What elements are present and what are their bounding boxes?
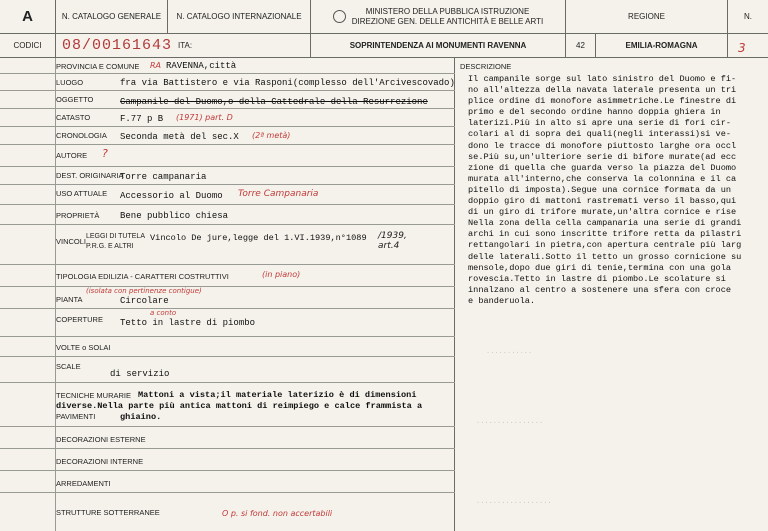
strutture-label: STRUTTURE SOTTERRANEE bbox=[56, 508, 160, 517]
tipologia-label: TIPOLOGIA EDILIZIA - CARATTERI COSTRUTTIVI bbox=[56, 272, 229, 281]
regione-label: REGIONE bbox=[566, 0, 728, 33]
catasto-note: (1971) part. D bbox=[176, 113, 233, 122]
catasto-label: CATASTO bbox=[56, 113, 91, 122]
proprieta-value: Bene pubblico chiesa bbox=[120, 211, 229, 221]
proprieta-label: PROPRIETÀ bbox=[56, 211, 100, 220]
field-catasto bbox=[0, 109, 455, 127]
descrizione-line: di un giro di trifore murate,un'altra cornice e rise bbox=[468, 207, 737, 218]
emblem-icon bbox=[333, 10, 346, 23]
pianta-note: (isolata con pertinenze contigue) bbox=[86, 287, 202, 295]
dest-label: DEST. ORIGINARIA bbox=[56, 171, 124, 180]
cat-internazionale-label: N. CATALOGO INTERNAZIONALE bbox=[168, 0, 311, 33]
field-strutture bbox=[0, 493, 455, 531]
field-proprieta bbox=[0, 205, 455, 225]
field-volte bbox=[0, 337, 455, 357]
label-column-rule bbox=[55, 58, 56, 531]
descrizione-line: archi in cui sono inscritte trifore retta da pilastri bbox=[468, 229, 742, 240]
pavimenti-label: PAVIMENTI bbox=[56, 412, 96, 421]
vincoli-sub1: LEGGI DI TUTELA bbox=[86, 233, 145, 240]
field-tecniche bbox=[0, 383, 455, 427]
scale-value: di servizio bbox=[110, 369, 170, 379]
ghost-text-1: ........... bbox=[486, 348, 533, 356]
descrizione-line: e banderuola. bbox=[468, 295, 536, 306]
n-value: 3 bbox=[738, 40, 746, 55]
descrizione-line: pitello di imposta).Segue una cornice formata da un bbox=[468, 184, 732, 195]
row2-number: 42 bbox=[566, 34, 596, 57]
code-value: 08/00161643 bbox=[62, 37, 173, 54]
ministero-block bbox=[311, 0, 566, 33]
oggetto-label: OGGETTO bbox=[56, 95, 94, 104]
pianta-value: Circolare bbox=[120, 296, 169, 306]
ita-label: ITA: bbox=[178, 34, 311, 57]
autore-label: AUTORE bbox=[56, 151, 88, 160]
luogo-value: fra via Battistero e via Rasponi(complesso dell'Arcivescovado) bbox=[120, 78, 455, 88]
pianta-label: PIANTA bbox=[56, 295, 83, 304]
cronologia-value: Seconda metà del sec.X bbox=[120, 132, 239, 142]
decor-esterne-label: DECORAZIONI ESTERNE bbox=[56, 435, 146, 444]
card-letter: A bbox=[0, 0, 56, 33]
descrizione-line: zione di quella che guarda verso la piazza del Duomo bbox=[468, 162, 737, 173]
descrizione-line: se.Più su,un'ulteriore serie di bifore murate(ad ecc bbox=[468, 151, 737, 162]
strutture-note: O p. si fond. non accertabili bbox=[222, 509, 333, 518]
tecniche-label: TECNICHE MURARIE bbox=[56, 391, 132, 400]
descrizione-line: murata all'interno,che conserva la colonnina e il ca bbox=[468, 173, 737, 184]
descrizione-line: mensole,dopo due giri di tenie,termina con una gola bbox=[468, 262, 732, 273]
cronologia-label: CRONOLOGIA bbox=[56, 131, 107, 140]
soprintendenza: SOPRINTENDENZA AI MONUMENTI RAVENNA bbox=[311, 34, 566, 57]
descrizione-label: DESCRIZIONE bbox=[460, 62, 512, 71]
oggetto-value: Campanile del Duomo,o della Cattedrale della Resurrezione bbox=[120, 97, 428, 107]
field-coperture bbox=[0, 309, 455, 337]
descrizione-line: dono le tracce di monofore piuttosto larghe ora occl bbox=[468, 140, 737, 151]
descrizione-line: rettangolari in pietra,con apertura centrale più larg bbox=[468, 240, 742, 251]
cronologia-note: (2ª metà) bbox=[252, 131, 291, 140]
codici-label: CODICI bbox=[0, 34, 56, 57]
ministero-line1: MINISTERO DELLA PUBBLICA ISTRUZIONE bbox=[365, 7, 530, 17]
n-label: N. bbox=[744, 11, 752, 21]
vincoli-note: /1939, art.4 bbox=[378, 231, 407, 251]
cat-generale-label: N. CATALOGO GENERALE bbox=[56, 0, 168, 33]
field-luogo bbox=[0, 74, 455, 91]
regione-value: EMILIA-ROMAGNA bbox=[596, 34, 728, 57]
luogo-label: LUOGO bbox=[56, 78, 84, 87]
descrizione-line: delle laterali.Sotto il tetto un grosso cornicione su bbox=[468, 251, 742, 262]
field-cronologia bbox=[0, 127, 455, 145]
tecniche-line3: ghiaino. bbox=[120, 412, 162, 422]
field-tipologia bbox=[0, 265, 455, 287]
field-decor-esterne bbox=[0, 427, 455, 449]
descrizione-line: plice ordine di monofore asimmetriche.Le finestre di bbox=[468, 96, 737, 107]
catasto-value: F.77 p B bbox=[120, 114, 164, 124]
descrizione-line: laterizi.Più in alto si apre una serie di fori cir- bbox=[468, 118, 732, 129]
coperture-value: Tetto in lastre di piombo bbox=[120, 318, 256, 328]
dest-value: Torre campanaria bbox=[120, 172, 207, 182]
field-autore bbox=[0, 145, 455, 167]
ministero-line2: DIREZIONE GEN. DELLE ANTICHITÀ E BELLE ARTI bbox=[351, 16, 544, 26]
descrizione-line: Nella zona della cella campanaria una serie di grandi bbox=[468, 218, 742, 229]
descrizione-line: rovescia.Tetto in lastre di piombo.Le scolature si bbox=[468, 273, 726, 284]
uso-note: Torre Campanaria bbox=[238, 189, 319, 199]
vincoli-value: Vincolo De jure,legge del 1.VI.1939,n°1089 bbox=[150, 233, 367, 243]
field-scale bbox=[0, 357, 455, 383]
vincoli-label: VINCOLI bbox=[56, 237, 87, 246]
ghost-text-2: ................ bbox=[476, 418, 544, 426]
descrizione-line: innalzano al centro a sostenere una sfera con croce bbox=[468, 284, 732, 295]
descrizione-line: no all'altezza della navata laterale presenta un tri bbox=[468, 85, 737, 96]
field-pianta bbox=[0, 287, 455, 309]
decor-interne-label: DECORAZIONI INTERNE bbox=[56, 457, 144, 466]
coperture-note: a conto bbox=[150, 309, 177, 317]
descrizione-line: primo e del secondo ordine hanno doppia ghiera in bbox=[468, 107, 721, 118]
coperture-label: COPERTURE bbox=[56, 315, 103, 324]
descrizione-line: Il campanile sorge sul lato sinistro del Duomo e fi- bbox=[468, 74, 737, 84]
vincoli-sub2: P.R.G. E ALTRI bbox=[86, 243, 134, 250]
n-block bbox=[728, 0, 768, 33]
header-row bbox=[0, 0, 768, 34]
field-uso bbox=[0, 185, 455, 205]
volte-label: VOLTE o SOLAI bbox=[56, 343, 111, 352]
descrizione-line: colari al di sopra dei quali(negli interassi)si ve- bbox=[468, 129, 732, 140]
uso-value: Accessorio al Duomo bbox=[120, 191, 223, 201]
field-dest bbox=[0, 167, 455, 185]
ghost-text-3: .................. bbox=[476, 498, 552, 506]
field-provincia bbox=[0, 58, 455, 74]
descrizione-line: doppio giro di mattoni rastremati verso il basso,qui bbox=[468, 196, 737, 207]
descrizione-panel bbox=[456, 58, 768, 531]
tipologia-note: (in piano) bbox=[262, 270, 301, 279]
uso-label: USO ATTUALE bbox=[56, 189, 108, 198]
scale-label: SCALE bbox=[56, 362, 81, 371]
descrizione-text bbox=[468, 74, 762, 307]
tecniche-line2: diverse.Nella parte più antica mattoni di reimpiego e calce frammista a bbox=[56, 401, 423, 411]
field-decor-interne bbox=[0, 449, 455, 471]
autore-note: ? bbox=[102, 147, 108, 160]
provincia-value: RAVENNA,città bbox=[166, 61, 237, 71]
field-vincoli bbox=[0, 225, 455, 265]
provincia-prefix: RA bbox=[150, 61, 162, 70]
arredamenti-label: ARREDAMENTI bbox=[56, 479, 111, 488]
tecniche-line1: Mattoni a vista;il materiale laterizio è di dimensioni bbox=[138, 390, 417, 400]
field-arredamenti bbox=[0, 471, 455, 493]
fields-panel bbox=[0, 58, 455, 531]
provincia-label: PROVINCIA E COMUNE bbox=[56, 62, 140, 71]
field-oggetto bbox=[0, 91, 455, 109]
codici-row bbox=[0, 34, 768, 58]
